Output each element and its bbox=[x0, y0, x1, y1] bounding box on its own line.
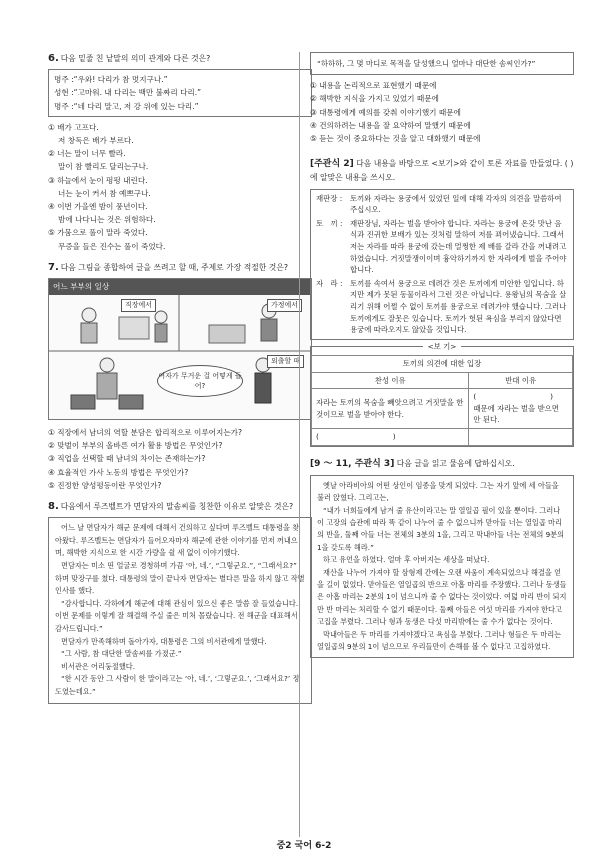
dialogue-row bbox=[314, 217, 570, 277]
con-reason-cell bbox=[469, 389, 573, 429]
option-5-sub: 무증을 들은 진수는 풀이 죽었다. bbox=[58, 241, 166, 251]
pro-reason: 자라는 토끼의 목숨을 빼앗으려고 거짓말을 한 것이므로 벌을 받아야 한다. bbox=[312, 389, 469, 429]
option-2[interactable]: ② 해박한 지식을 가지고 있었기 때문에 bbox=[310, 94, 439, 104]
passage-paragraph: 면담자가 만족해하며 돌아가자, 대통령은 그의 비서관에게 말했다. bbox=[61, 636, 267, 646]
question-text: 다음 내용을 바탕으로 <보기>와 같이 토론 자료를 만들었다. ( )에 알맞은 내용을 쓰시오. bbox=[310, 159, 574, 183]
option-2-sub: 말이 참 빨리도 달리는구나. bbox=[58, 162, 149, 172]
option-3[interactable]: ③ 하늘에서 눈이 펑펑 내린다. bbox=[48, 175, 148, 185]
answer-blank[interactable]: ( ) bbox=[473, 392, 554, 402]
option-4[interactable]: ④ 효율적인 가사 노동의 방법은 무엇인가? bbox=[48, 467, 189, 477]
subjective-3 bbox=[310, 457, 574, 659]
dialogue-text: 토끼를 속여서 용궁으로 데려간 것은 토끼에게 미안한 일입니다. 하지만 제가 못된 동물이라서 그런 것은 아닙니다. 용왕님의 목숨을 살리기 위해 어쩔 수 없이 토끼를 용궁으로 데려가야 했습니다. 그러나 토끼에게도 잘못은 있습니다. 토끼가 헛된 욕심을 부리지 않았다면 용궁에 따라오지도 않았을 것입니다. bbox=[350, 278, 567, 335]
question-8 bbox=[48, 500, 312, 704]
right-column bbox=[310, 52, 574, 662]
passage-box bbox=[48, 517, 312, 703]
dialogue-line bbox=[54, 86, 306, 99]
dialogue-text: “네 다리 말고, 저 강 위에 있는 다리.” bbox=[73, 101, 199, 111]
passage-box bbox=[310, 475, 574, 659]
option-1[interactable]: ① 내용을 논리적으로 표현했기 때문에 bbox=[310, 81, 437, 91]
passage-continued bbox=[310, 52, 574, 75]
question-text: 다음 밑줄 친 낱말의 의미 관계와 다른 것은? bbox=[60, 54, 211, 63]
option-1[interactable]: ① 직장에서 남녀의 역할 분담은 합리적으로 이루어지는가? bbox=[48, 428, 243, 438]
subjective-2 bbox=[310, 157, 574, 446]
speaker: 재판장 : bbox=[316, 193, 343, 203]
tag-office: 직장에서 bbox=[121, 299, 156, 312]
passage-paragraph: “내가 너희들에게 남겨 줄 유산이라고는 말 열일곱 필이 있을 뿐이다. 그러나 이 고장의 습관에 따라 똑 같이 나누어 줄 수 없으니까 맏아들 너는 열일곱 마리의 반을, 둘째 아들 너는 전체의 3분의 1을, 그리고 막내아들 너는 전체의 9분의 1을 갖도록 해라.” bbox=[317, 505, 565, 552]
question-text: 다음 글을 읽고 물음에 답하십시오. bbox=[396, 458, 515, 468]
option-2[interactable]: ② 맞벌이 부부의 올바른 여가 활용 방법은 무엇인가? bbox=[48, 441, 223, 451]
dialogue-row bbox=[314, 192, 570, 217]
question-number: 8. bbox=[48, 501, 59, 513]
answer-blank[interactable]: ( ) bbox=[312, 428, 469, 445]
option-2[interactable]: ② 너는 말이 너무 빨라. bbox=[48, 149, 126, 159]
passage-paragraph: 재산을 나누어 가져야 할 삼형제 간에는 오랜 싸움이 계속되었으나 해결을 얻을 길이 없었다. 맏아들은 열일곱의 반으로 아홉 마리를 주장했다. 그러나 동생들은 아홉 마리는 2분의 1이 넘으니까 줄 수 없다는 것이었다. 여덟 마리 반이 되지만 반 마리는 처리할 수 없기 때문이다. 둘째 아들은 여섯 마리를 가져야 한다고 고집을 부렸다. 그러나 형과 동생은 다섯 마리밖에는 줄 수가 없다는 것이다. bbox=[317, 567, 567, 627]
option-3[interactable]: ③ 직업을 선택할 때 남녀의 차이는 존재하는가? bbox=[48, 454, 206, 464]
question-text: 다음 그림을 종합하여 글을 쓰려고 할 때, 주제로 가장 적절한 것은? bbox=[60, 262, 288, 272]
dialogue-text: “우와! 다리가 참 멋지구나.” bbox=[73, 75, 168, 85]
bogi-table bbox=[311, 355, 573, 446]
option-5[interactable]: ⑤ 진정한 양성평등이란 무엇인가? bbox=[48, 480, 162, 490]
con-reason: 때문에 자라는 벌을 받으면 안 된다. bbox=[473, 403, 559, 425]
option-1-sub: 저 창독은 배가 부르다. bbox=[58, 136, 134, 146]
question-number: 6. bbox=[48, 53, 59, 64]
speaker: 명주 : bbox=[54, 101, 74, 111]
dialogue-line bbox=[54, 73, 306, 86]
option-3-sub: 너는 눈이 커서 참 예쁘구나. bbox=[58, 188, 151, 198]
subjective-label: [주관식 2] bbox=[310, 159, 354, 170]
option-5[interactable]: ⑤ 듣는 것이 중요하다는 것을 알고 대화했기 때문에 bbox=[310, 134, 481, 144]
speaker: 명주 : bbox=[54, 75, 74, 85]
question-7 bbox=[48, 261, 312, 492]
bogi-title bbox=[311, 340, 573, 353]
question-text: 다음에서 루즈벨트가 면담자의 말솜씨를 칭찬한 이유로 알맞은 것은? bbox=[60, 502, 294, 512]
q8-options bbox=[310, 79, 574, 145]
dialogue-row bbox=[314, 277, 570, 337]
passage-paragraph: “감사합니다. 각하에게 해군에 대해 관심이 있으신 좋은 말씀 잘 들었습니다. 이번 문제를 이렇게 잘 해결해 주실 줄은 미처 몰랐습니다. 전 해군을 대표해서 감사드립니다.” bbox=[55, 598, 299, 634]
dialogue-box bbox=[310, 189, 574, 340]
tag-outing: 외출할 때 bbox=[267, 355, 304, 368]
option-5[interactable]: ⑤ 가뭄으로 풀이 말라 죽었다. bbox=[48, 228, 148, 238]
bogi-box bbox=[310, 341, 574, 447]
passage-paragraph: “하하하, 그 몇 마디로 목적을 달성했으니 얼마나 대단한 솜씨인가?” bbox=[317, 59, 536, 68]
dialogue-text: 재판장님, 자라는 벌을 받아야 합니다. 자라는 용궁에 온갖 맛난 음식과 진귀한 보배가 있는 것처럼 말하여 저를 꾀어냈습니다. 그래서 저는 자라를 따라 용궁에 갔는데 멀쩡한 제 배를 갈라 간을 꺼내려고 하였습니다. 거짓말쟁이이며 흉악하기까지 한 자라에게 벌을 주어야 합니다. bbox=[350, 218, 567, 275]
speech-bubble: 여자가 무거운 걸 어떻게 들어? bbox=[157, 365, 243, 397]
dialogue-line bbox=[54, 100, 306, 113]
option-1[interactable]: ① 배가 고프다. bbox=[48, 122, 99, 132]
passage-paragraph: “그 사람, 참 대단한 말솜씨를 가졌군.” bbox=[61, 649, 182, 659]
option-4[interactable]: ④ 이번 가을엔 밤이 풍년이다. bbox=[48, 202, 148, 212]
topic-cell: 토끼의 의견에 대한 입장 bbox=[312, 355, 573, 372]
option-4-sub: 밤에 나다니는 것은 위험하다. bbox=[58, 215, 156, 225]
empty-cell bbox=[469, 428, 573, 445]
passage-paragraph: 어느 날 면담자가 해군 문제에 대해서 건의하고 싶다며 루즈벨트 대통령을 찾아왔다. 루즈벨트는 면담자가 들어오자마자 해군에 관한 이야기를 먼저 꺼내으며, 해박한 지식으로 한 시간 가량을 쉴 새 없이 이야기했다. bbox=[55, 523, 300, 558]
dialogue-box bbox=[48, 69, 312, 117]
dialogue-table bbox=[314, 192, 570, 337]
speaker: 성현 : bbox=[54, 88, 74, 98]
page-footer: 중2 국어 6-2 bbox=[276, 841, 332, 851]
subjective-label: [9 ～ 11, 주관식 3] bbox=[310, 458, 395, 469]
column-divider bbox=[299, 52, 300, 837]
tag-home: 가정에서 bbox=[267, 299, 302, 312]
option-4[interactable]: ④ 건의하려는 내용을 잘 요약하여 말했기 때문에 bbox=[310, 120, 471, 130]
passage-paragraph: 비서관은 어리둥절했다. bbox=[61, 661, 136, 671]
option-3[interactable]: ③ 대통령에게 예의를 갖춰 이야기했기 때문에 bbox=[310, 107, 461, 117]
header-pro: 찬성 이유 bbox=[312, 372, 469, 389]
dialogue-text: 토끼와 자라는 용궁에서 있었던 일에 대해 각자의 의견을 말씀하여 주십시오. bbox=[350, 193, 562, 215]
options bbox=[48, 426, 312, 492]
bogi-label: <보 기> bbox=[423, 342, 460, 351]
speaker: 자 라 : bbox=[316, 278, 343, 288]
cartoon-image bbox=[48, 278, 312, 420]
speaker: 토 끼 : bbox=[316, 218, 343, 228]
passage-paragraph: 옛날 아라비아의 어떤 상인이 임종을 맞게 되었다. 그는 자기 앞에 세 아들을 불러 앉혔다. 그리고는, bbox=[317, 480, 559, 503]
passage-paragraph: 하고 유언을 하였다. 얼마 후 아버지는 세상을 떠났다. bbox=[323, 555, 490, 565]
question-number: 7. bbox=[48, 261, 59, 273]
left-column bbox=[48, 52, 312, 708]
header-con: 반대 이유 bbox=[469, 372, 573, 389]
passage-paragraph: 막내아들은 두 마리를 가져야겠다고 욕심을 부렸다. 그러나 형들은 두 마리는 열일곱의 9분의 1이 넘으므로 우리들만이 손해를 볼 수 없다고 고집하였다. bbox=[317, 629, 562, 651]
cartoon-title: 어느 부부의 일상 bbox=[49, 279, 311, 295]
options bbox=[48, 121, 312, 253]
passage-paragraph: 면담자는 미소 띤 얼굴로 경청하며 가끔 ‘아, 네.’, “그렇군요.”, “그래서요?” 하며 맞장구를 쳤다. 대통령의 말이 끝나자 면담자는 별다른 말을 하지 않고 작별 인사를 했다. bbox=[55, 561, 305, 596]
dialogue-text: “고마워. 내 다리는 백만 불짜리 다리.” bbox=[73, 88, 202, 98]
question-6 bbox=[48, 52, 312, 253]
passage-paragraph: “한 시간 동안 그 사람이 한 말이라고는 ‘아, 네.’, ‘그렇군요.’, ‘그래서요?’ 정도였는데요.” bbox=[55, 674, 300, 696]
